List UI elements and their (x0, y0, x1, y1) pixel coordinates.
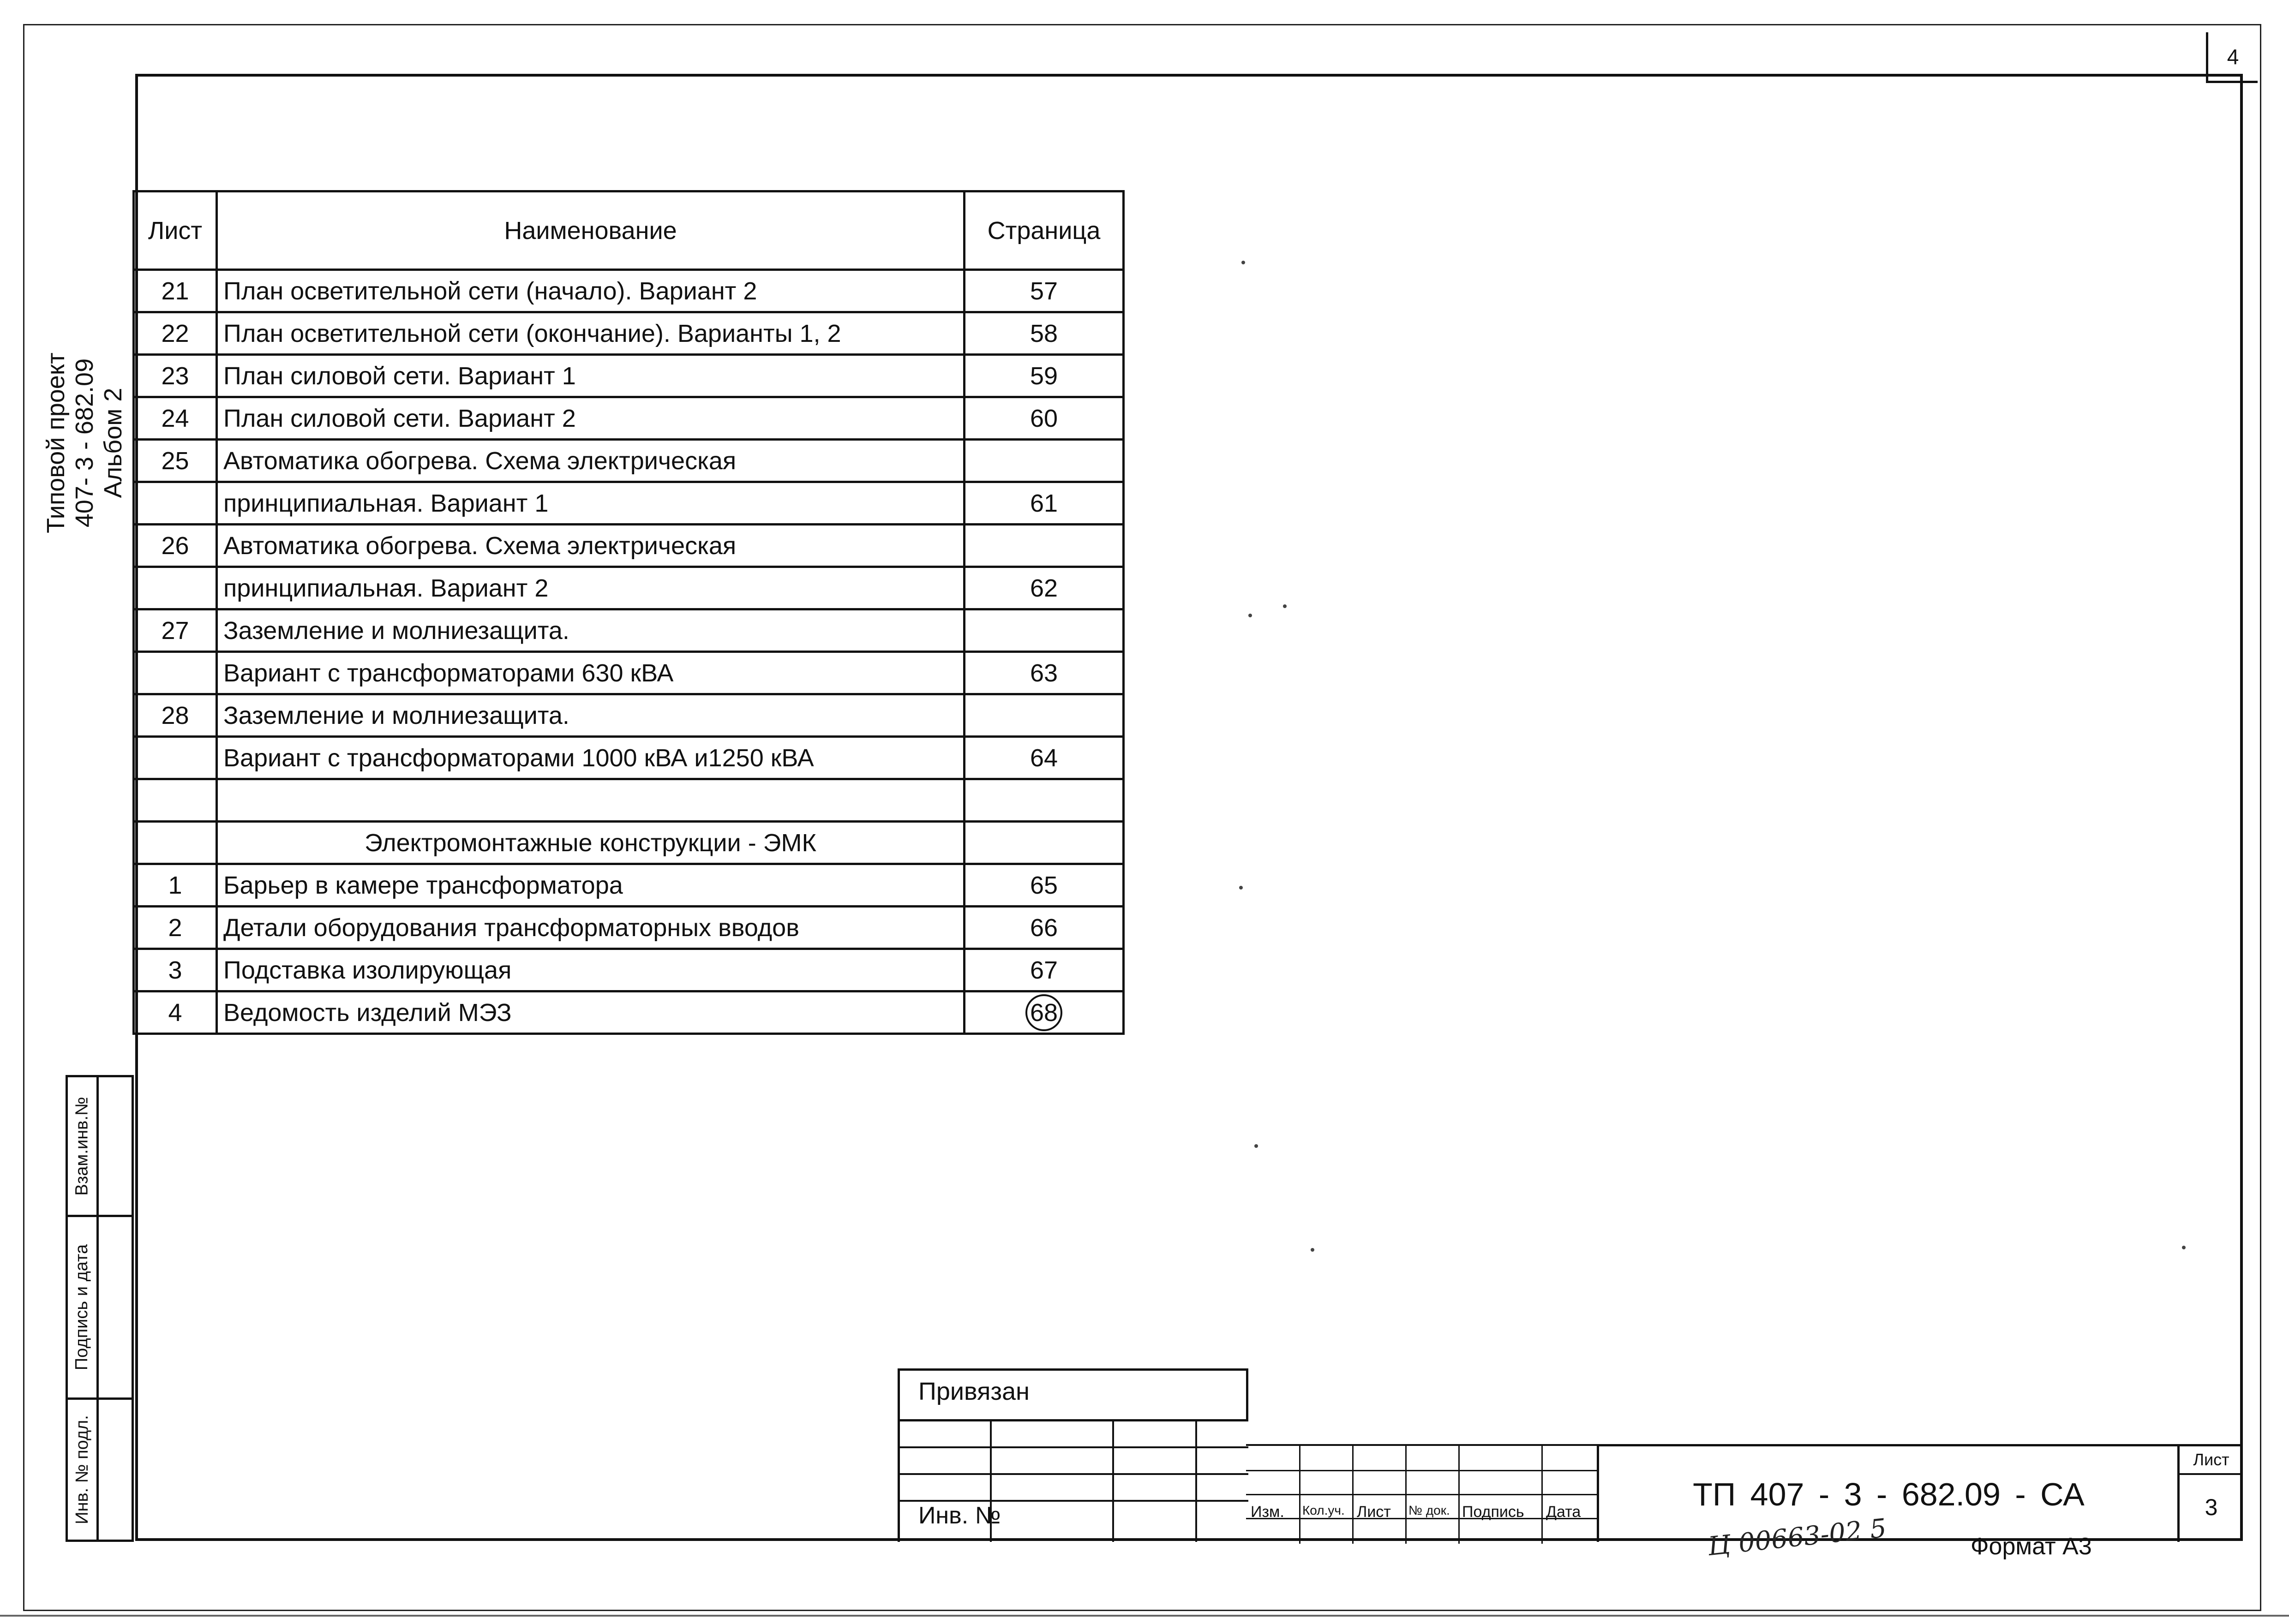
scan-edge (0, 1615, 2289, 1617)
row-name: План силовой сети. Вариант 1 (217, 355, 965, 397)
row-page-number: 60 (1030, 404, 1058, 432)
header-sheet: Лист (134, 191, 217, 270)
top-sheet-number: 4 (2206, 32, 2258, 83)
row-sheet-number (134, 822, 217, 864)
table-row (134, 822, 1124, 864)
scan-speck (1241, 261, 1245, 264)
row-page-cell (965, 694, 1124, 737)
row-name: принципиальная. Вариант 2 (217, 567, 965, 609)
rev-head-docno: № док. (1408, 1503, 1450, 1517)
row-sheet-number (134, 567, 217, 609)
bound-box (898, 1368, 1248, 1419)
row-sheet-number (134, 652, 217, 694)
row-name: Барьер в камере трансформатора (217, 864, 965, 907)
row-page-cell (965, 737, 1124, 779)
handwritten-note: Ц 00663-02 5 (1706, 1513, 1888, 1562)
row-name: План силовой сети. Вариант 2 (217, 397, 965, 440)
project-label (42, 341, 134, 544)
header-name: Наименование (217, 191, 965, 270)
row-page-cell (965, 609, 1124, 652)
row-page-cell (965, 822, 1124, 864)
table-row (134, 949, 1124, 991)
table-row (134, 652, 1124, 694)
row-sheet-number: 3 (134, 949, 217, 991)
sheet-label: Лист (2180, 1446, 2243, 1475)
table-row (134, 482, 1124, 525)
left-stamp (66, 1075, 134, 1542)
rev-head-change: Изм. (1251, 1503, 1284, 1521)
table-row (134, 567, 1124, 609)
row-page-number: 67 (1030, 956, 1058, 984)
row-sheet-number: 2 (134, 907, 217, 949)
scan-speck (1254, 1144, 1258, 1148)
row-sheet-number: 26 (134, 525, 217, 567)
rev-head-sign: Подпись (1462, 1503, 1524, 1521)
scan-speck (1248, 614, 1252, 617)
row-sheet-number: 1 (134, 864, 217, 907)
table-row (134, 270, 1124, 312)
bound-label: Привязан (918, 1378, 1030, 1405)
row-page-circled: 68 (1025, 994, 1062, 1031)
format-label: Формат А3 (1971, 1533, 2092, 1560)
table-row (134, 525, 1124, 567)
sheet-number: 3 (2205, 1494, 2218, 1520)
row-name: Заземление и молниезащита. (217, 694, 965, 737)
row-page-cell (965, 907, 1124, 949)
row-page-number: 59 (1030, 362, 1058, 390)
rev-head-date: Дата (1546, 1503, 1581, 1521)
document-code: ТП 407 - 3 - 682.09 - СА (1597, 1444, 2178, 1542)
scan-speck (1283, 604, 1287, 608)
rev-head-sheet: Лист (1357, 1503, 1391, 1521)
row-sheet-number: 4 (134, 991, 217, 1034)
row-sheet-number: 24 (134, 397, 217, 440)
row-sheet-number (134, 737, 217, 779)
row-page-cell (965, 567, 1124, 609)
table-body (134, 270, 1124, 1034)
row-page-cell (965, 991, 1124, 1034)
table-row (134, 737, 1124, 779)
project-label-line1: Типовой проект (42, 352, 70, 533)
row-name: Заземление и молниезащита. (217, 609, 965, 652)
revision-grid (1246, 1444, 1597, 1542)
table-row (134, 694, 1124, 737)
row-page-cell (965, 864, 1124, 907)
row-sheet-number (134, 779, 217, 822)
row-name: Детали оборудования трансформаторных вводов (217, 907, 965, 949)
row-name: План осветительной сети (начало). Вариант 2 (217, 270, 965, 312)
row-sheet-number: 28 (134, 694, 217, 737)
row-sheet-number: 23 (134, 355, 217, 397)
row-page-number: 58 (1030, 319, 1058, 347)
table-row (134, 609, 1124, 652)
row-page-cell (965, 270, 1124, 312)
row-page-number: 62 (1030, 574, 1058, 602)
row-page-cell (965, 482, 1124, 525)
row-name: Подставка изолирующая (217, 949, 965, 991)
row-page-cell (965, 440, 1124, 482)
section-heading: Электромонтажные конструкции - ЭМК (217, 822, 965, 864)
stamp-sign-date: Подпись и дата (72, 1244, 92, 1371)
scan-speck (1239, 886, 1243, 890)
row-sheet-number: 25 (134, 440, 217, 482)
table-row (134, 864, 1124, 907)
row-name: Автоматика обогрева. Схема электрическая (217, 440, 965, 482)
row-page-number: 64 (1030, 744, 1058, 772)
table-row (134, 991, 1124, 1034)
row-page-cell (965, 949, 1124, 991)
project-label-line2: 407- 3 - 682.09 (71, 358, 98, 528)
row-name: План осветительной сети (окончание). Варианты 1, 2 (217, 312, 965, 355)
sheet-cell (2177, 1444, 2243, 1542)
scan-speck (1311, 1248, 1314, 1252)
row-sheet-number: 27 (134, 609, 217, 652)
row-name: Вариант с трансформаторами 630 кВА (217, 652, 965, 694)
inv-label: Инв. № (918, 1502, 1001, 1529)
row-page-cell (965, 312, 1124, 355)
row-name: Автоматика обогрева. Схема электрическая (217, 525, 965, 567)
row-page-number: 57 (1030, 277, 1058, 305)
project-label-line3: Альбом 2 (99, 388, 127, 498)
row-name: Вариант с трансформаторами 1000 кВА и1250 кВА (217, 737, 965, 779)
row-name (217, 779, 965, 822)
row-page-cell (965, 525, 1124, 567)
row-page-number: 63 (1030, 659, 1058, 687)
row-page-cell (965, 355, 1124, 397)
table-row (134, 397, 1124, 440)
row-page-number: 61 (1030, 489, 1058, 517)
stamp-inv-orig: Инв. № подл. (72, 1415, 92, 1524)
row-sheet-number: 22 (134, 312, 217, 355)
row-sheet-number (134, 482, 217, 525)
table-row (134, 355, 1124, 397)
rev-head-count: Кол.уч. (1302, 1503, 1345, 1517)
table-row (134, 312, 1124, 355)
table-header-row (134, 191, 1124, 270)
row-page-number: 65 (1030, 871, 1058, 899)
row-name: Ведомость изделий МЭЗ (217, 991, 965, 1034)
header-page: Страница (965, 191, 1124, 270)
table-row (134, 440, 1124, 482)
row-page-cell (965, 397, 1124, 440)
row-sheet-number: 21 (134, 270, 217, 312)
table-row (134, 779, 1124, 822)
contents-table (132, 190, 1125, 1035)
scan-speck (2182, 1246, 2186, 1249)
row-page-cell (965, 652, 1124, 694)
row-name: принципиальная. Вариант 1 (217, 482, 965, 525)
stamp-replace-inv: Взам.инв.№ (72, 1096, 92, 1196)
row-page-cell (965, 779, 1124, 822)
row-page-number: 66 (1030, 914, 1058, 942)
table-row (134, 907, 1124, 949)
